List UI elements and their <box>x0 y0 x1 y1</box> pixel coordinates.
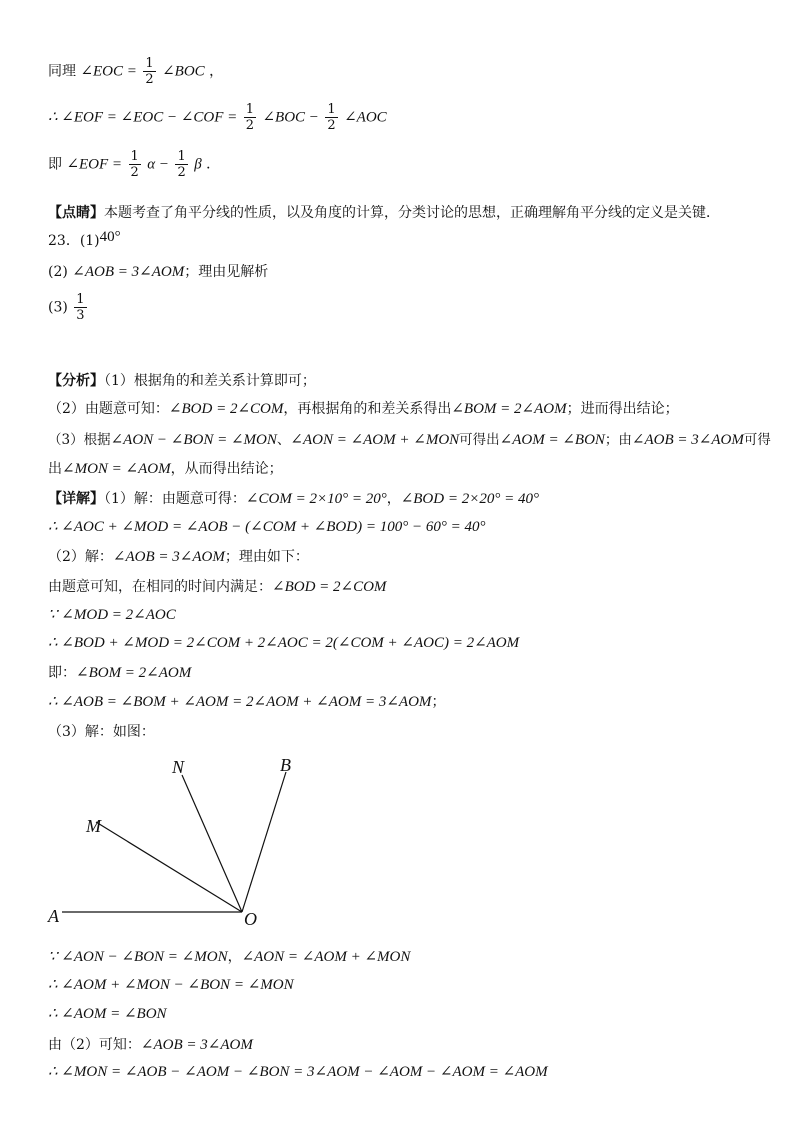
proof-line-3: ∴ ∠AOM = ∠BON <box>48 1006 167 1022</box>
xiangjie-tag: 【详解】 <box>48 491 104 507</box>
proof-line-1: ∵ ∠AON − ∠BON = ∠MON，∠AON = ∠AOM + ∠MON <box>48 949 411 965</box>
fenxi-line-3: （3）根据∠AON − ∠BON = ∠MON、∠AON = ∠AOM + ∠MON可得出∠AOM = ∠BON；由∠AOB = 3∠AOM可得 <box>48 432 771 448</box>
dianjing-tag: 【点睛】 <box>48 205 104 221</box>
math-expr: ∠EOC = <box>80 63 137 80</box>
fraction-half: $\frac{1}{2}$ <box>327 102 336 133</box>
label-a: A <box>48 906 59 926</box>
text-line-eoc: 同理 ∠EOC = $\frac{1}{2}$ ∠BOC ， <box>48 56 224 87</box>
question-23-part2: (2) ∠AOB = 3∠AOM；理由见解析 <box>48 264 269 280</box>
ray-ob <box>242 772 286 912</box>
ray-om <box>96 822 242 912</box>
prefix-text: 同理 <box>48 63 76 80</box>
math-expr: ∠EOF = <box>66 156 123 173</box>
xiangjie-line-2: ∴ ∠AOC + ∠MOD = ∠AOB − (∠COM + ∠BOD) = 100° − 60° = 40° <box>48 519 486 535</box>
label-b: B <box>280 755 291 775</box>
label-m: M <box>86 816 101 836</box>
math-expr: β <box>194 156 202 173</box>
fraction-half: $\frac{1}{2}$ <box>145 56 154 87</box>
fraction-half: $\frac{1}{2}$ <box>177 149 186 180</box>
fenxi-line-1: 【分析】（1）根据角的和差关系计算即可； <box>48 373 316 389</box>
xiangjie-line-9: （3）解：如图： <box>48 724 155 740</box>
label-n: N <box>172 757 185 777</box>
fenxi-line-2: （2）由题意可知：∠BOD = 2∠COM，再根据角的和差关系得出∠BOM = 2∠AOM；进而得出结论； <box>48 401 679 417</box>
math-expr: ∠AOC <box>344 109 387 126</box>
fraction-half: $\frac{1}{2}$ <box>130 149 139 180</box>
proof-line-2: ∴ ∠AOM + ∠MON − ∠BON = ∠MON <box>48 977 294 993</box>
question-23-part1: 23．(1)40° <box>48 229 121 249</box>
math-expr: ∠BOC − <box>262 109 319 126</box>
question-23-part3: (3) $\frac{1}{3}$ <box>48 292 85 323</box>
math-expr: ∴ ∠EOF = ∠EOC − ∠COF = <box>48 109 238 126</box>
label-o: O <box>244 909 257 929</box>
fenxi-tag: 【分析】 <box>48 373 104 389</box>
xiangjie-line-8: ∴ ∠AOB = ∠BOM + ∠AOM = 2∠AOM + ∠AOM = 3∠AOM； <box>48 694 446 710</box>
fraction-half: $\frac{1}{2}$ <box>245 102 255 133</box>
dianjing-note: 【点睛】本题考查了角平分线的性质，以及角度的计算，分类讨论的思想，正确理解角平分线的定义是关键． <box>48 205 720 221</box>
xiangjie-line-3: （2）解：∠AOB = 3∠AOM；理由如下： <box>48 549 309 565</box>
proof-line-4: 由（2）可知：∠AOB = 3∠AOM <box>48 1037 253 1053</box>
xiangjie-line-1: 【详解】（1）解：由题意可得：∠COM = 2×10° = 20°，∠BOD = 2×20° = 40° <box>48 491 539 507</box>
fenxi-line-4: 出∠MON = ∠AOM，从而得出结论； <box>48 461 283 477</box>
xiangjie-line-4: 由题意可知，在相同的时间内满足：∠BOD = 2∠COM <box>48 579 387 595</box>
fraction-third: $\frac{1}{3}$ <box>76 292 85 323</box>
ray-on <box>182 775 242 912</box>
xiangjie-line-5: ∵ ∠MOD = 2∠AOC <box>48 607 176 623</box>
text-line-eof-result: 即 ∠EOF = $\frac{1}{2}$ α − $\frac{1}{2}$ β ． <box>48 149 221 180</box>
math-expr: ∠BOC <box>162 63 205 80</box>
xiangjie-line-7: 即：∠BOM = 2∠AOM <box>48 665 192 681</box>
proof-line-5: ∴ ∠MON = ∠AOB − ∠AOM − ∠BON = 3∠AOM − ∠AOM − ∠AOM = ∠AOM <box>48 1064 548 1080</box>
math-expr: α − <box>147 156 169 173</box>
xiangjie-line-6: ∴ ∠BOD + ∠MOD = 2∠COM + 2∠AOC = 2(∠COM + ∠AOC) = 2∠AOM <box>48 635 520 651</box>
